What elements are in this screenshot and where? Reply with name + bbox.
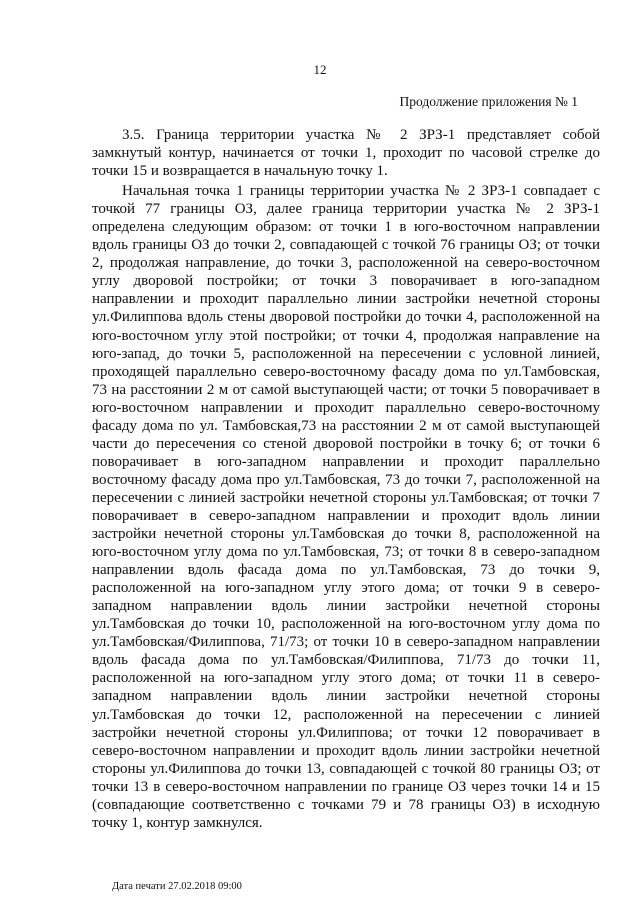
print-date: Дата печати 27.02.2018 09:00	[112, 881, 242, 892]
paragraph-boundary-description: Начальная точка 1 границы территории участка № 2 ЗРЗ-1 совпадает с точкой 77 границы ОЗ, далее граница территории участка № 2 ЗРЗ-1 определена следующим образом: от точки 1 в юго-восточном направлении вдоль границы ОЗ до точки 2, совпадающей с точкой 76 границы ОЗ; от точки 2, продолжая направление, до точки 3, расположенной на северо-восточном углу дворовой постройки; от точки 3 поворачивает в юго-западном направлении и проходит параллельно линии застройки нечетной стороны ул.Филиппова вдоль стены дворовой постройки до точки 4, расположенной на юго-восточном углу этой постройки; от точки 4, продолжая направление на юго-запад, до точки 5, расположенной на пересечении с условной линией, проходящей параллельно северо-восточному фасаду дома по ул.Тамбовская, 73 на расстоянии 2 м от самой выступающей части; от точки 5 поворачивает в юго-восточном направлении и проходит параллельно северо-восточному фасаду дома по ул. Тамбовская,73 на расстоянии 2 м от самой выступающей части до пересечения со стеной дворовой постройки в точку 6; от точки 6 поворачивает в юго-западном направлении и проходит параллельно восточному фасаду дома про ул.Тамбовская, 73 до точки 7, расположенной на пересечении с линией застройки нечетной стороны ул.Тамбовская; от точки 7 поворачивает в северо-западном направлении и проходит вдоль линии застройки нечетной стороны ул.Тамбовская до точки 8, расположенной на юго-восточном углу дома по ул.Тамбовская, 73; от точки 8 в северо-западном направлении вдоль фасада дома по ул.Тамбовская, 73 до точки 9, расположенной на юго-западном углу этого дома; от точки 9 в северо-западном направлении вдоль линии застройки нечетной стороны ул.Тамбовская до точки 10, расположенной на юго-восточном углу дома по ул.Тамбовская/Филиппова, 71/73; от точки 10 в северо-западном направлении вдоль фасада дома по ул.Тамбовская/Филиппова, 71/73 до точки 11, расположенной на юго-западном углу этого дома; от точки 11 в северо-западном направлении вдоль линии застройки нечетной стороны ул.Тамбовская до точки 12, расположенной на пересечении с линией застройки нечетной стороны ул.Филиппова; от точки 12 поворачивает в северо-восточном направлении и проходит вдоль линии застройки нечетной стороны ул.Филиппова до точки 13, совпадающей с точкой 80 границы ОЗ; от точки 13 в северо-восточном направлении по границе ОЗ через точки 14 и 15 (совпадающие соответственно с точками 79 и 78 границы ОЗ) в исходную точку 1, контур замкнулся.	[92, 183, 600, 831]
paragraph-section-3-5: 3.5. Граница территории участка № 2 ЗРЗ-1 представляет собой замкнутый контур, начинается от точки 1, проходит по часовой стрелке до точки 15 и возвращается в начальную точку 1.	[92, 127, 600, 180]
document-body	[92, 126, 600, 834]
continuation-heading: Продолжение приложения № 1	[399, 94, 578, 109]
page-number: 12	[313, 62, 327, 77]
